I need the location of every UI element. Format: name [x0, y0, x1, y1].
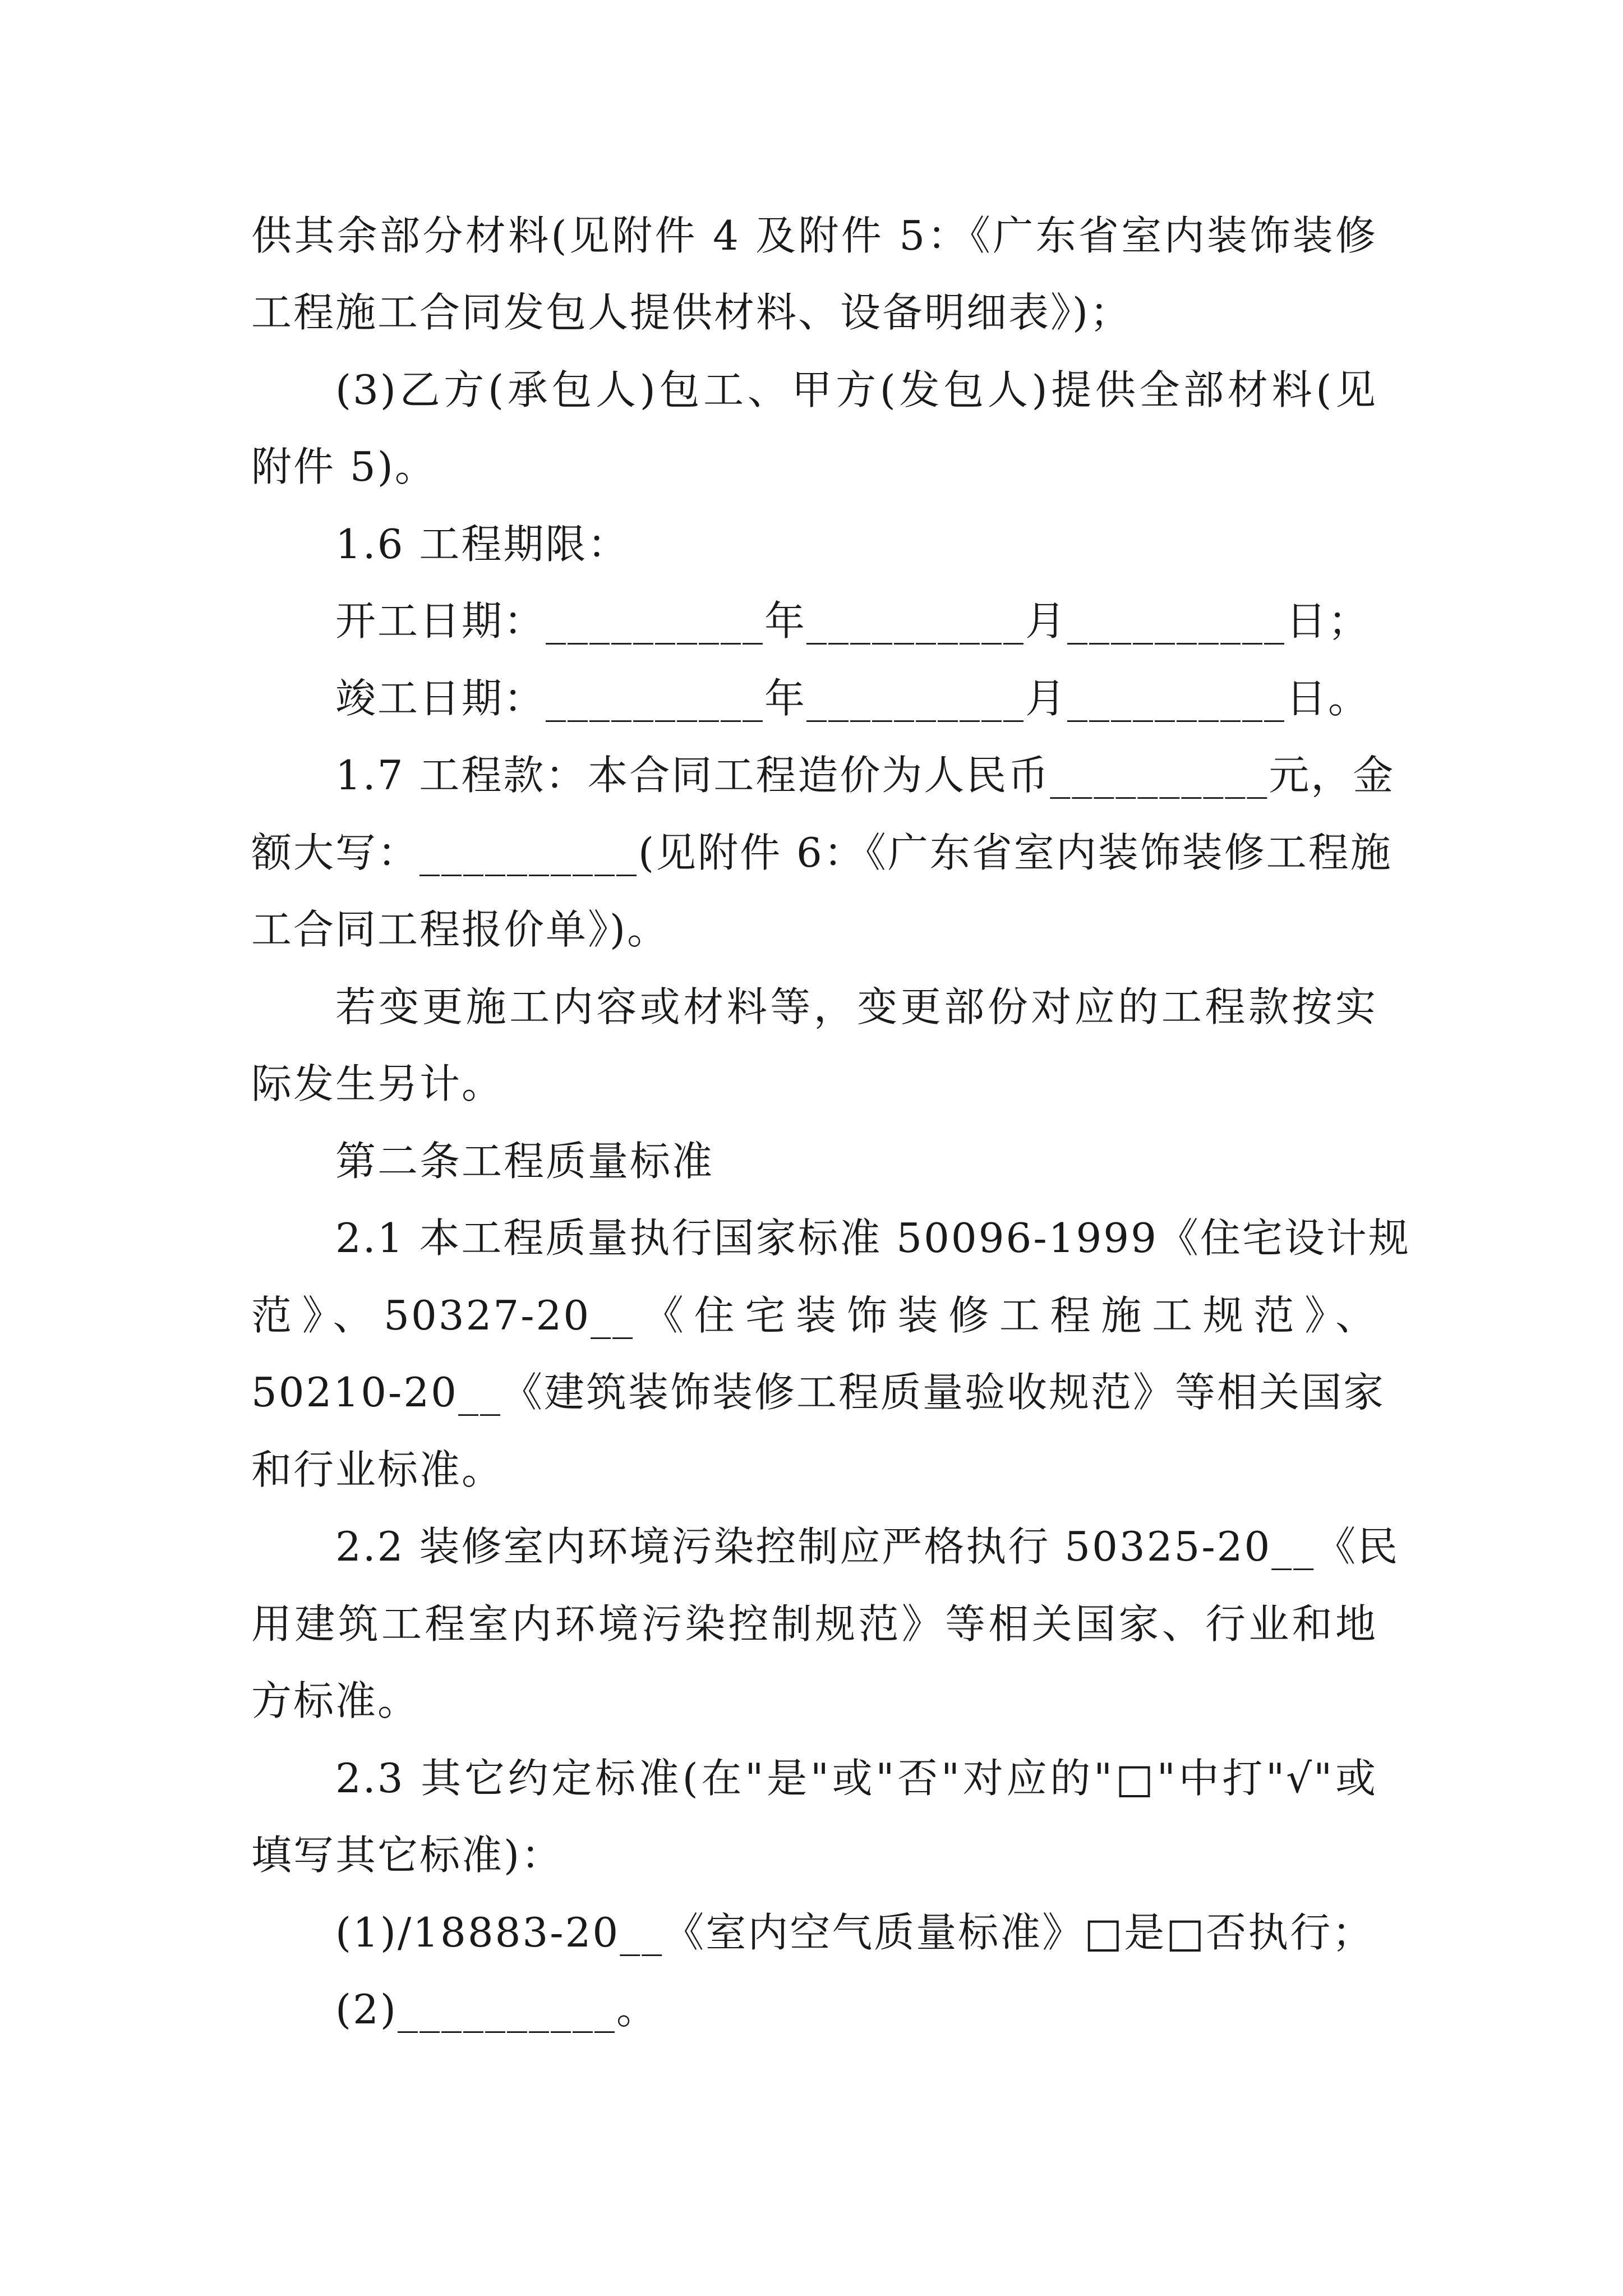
text-line: 50210-20__《建筑装饰装修工程质量验收规范》等相关国家 [251, 1369, 1385, 1416]
text-line: 填写其它标准)： [251, 1832, 564, 1879]
section-heading: 1.6 工程期限： [335, 521, 630, 568]
text-line: (3)乙方(承包人)包工、甲方(发包人)提供全部材料(见 [335, 366, 1377, 413]
blank-item-line: (2)__________。 [335, 1986, 658, 2033]
text-line: 若变更施工内容或材料等，变更部份对应的工程款按实 [335, 983, 1377, 1030]
article-heading: 第二条工程质量标准 [335, 1138, 714, 1185]
text-line: 范》、50327-20__《住宅装饰装修工程施工规范》、 [251, 1292, 1377, 1339]
text-line: 2.2 装修室内环境污染控制应严格执行 50325-20__《民 [335, 1523, 1400, 1570]
text-line: 工合同工程报价单》)。 [251, 906, 670, 953]
text-line: 额大写：__________(见附件 6：《广东省室内装饰装修工程施 [251, 829, 1393, 876]
text-line: 用建筑工程室内环境污染控制规范》等相关国家、行业和地 [251, 1600, 1377, 1648]
text-line: 2.1 本工程质量执行国家标准 50096-1999《住宅设计规 [335, 1214, 1410, 1262]
completion-date-line: 竣工日期：__________年__________月__________日。 [335, 675, 1371, 722]
text-line: 和行业标准。 [251, 1446, 504, 1493]
text-line: 1.7 工程款：本合同工程造价为人民币__________元，金 [335, 752, 1395, 799]
text-line: 2.3 其它约定标准(在"是"或"否"对应的"□"中打"√"或 [335, 1755, 1377, 1802]
text-line: 供其余部分材料(见附件 4 及附件 5：《广东省室内装饰装修 [251, 212, 1377, 259]
text-line: 方标准。 [251, 1677, 420, 1724]
text-line: 工程施工合同发包人提供材料、设备明细表》)； [251, 289, 1132, 336]
checkbox-item-line: (1)/18883-20__《室内空气质量标准》□是□否执行； [335, 1909, 1375, 1956]
text-line: 附件 5)。 [251, 443, 437, 490]
text-line: 际发生另计。 [251, 1060, 504, 1107]
start-date-line: 开工日期：__________年__________月__________日； [335, 597, 1371, 645]
